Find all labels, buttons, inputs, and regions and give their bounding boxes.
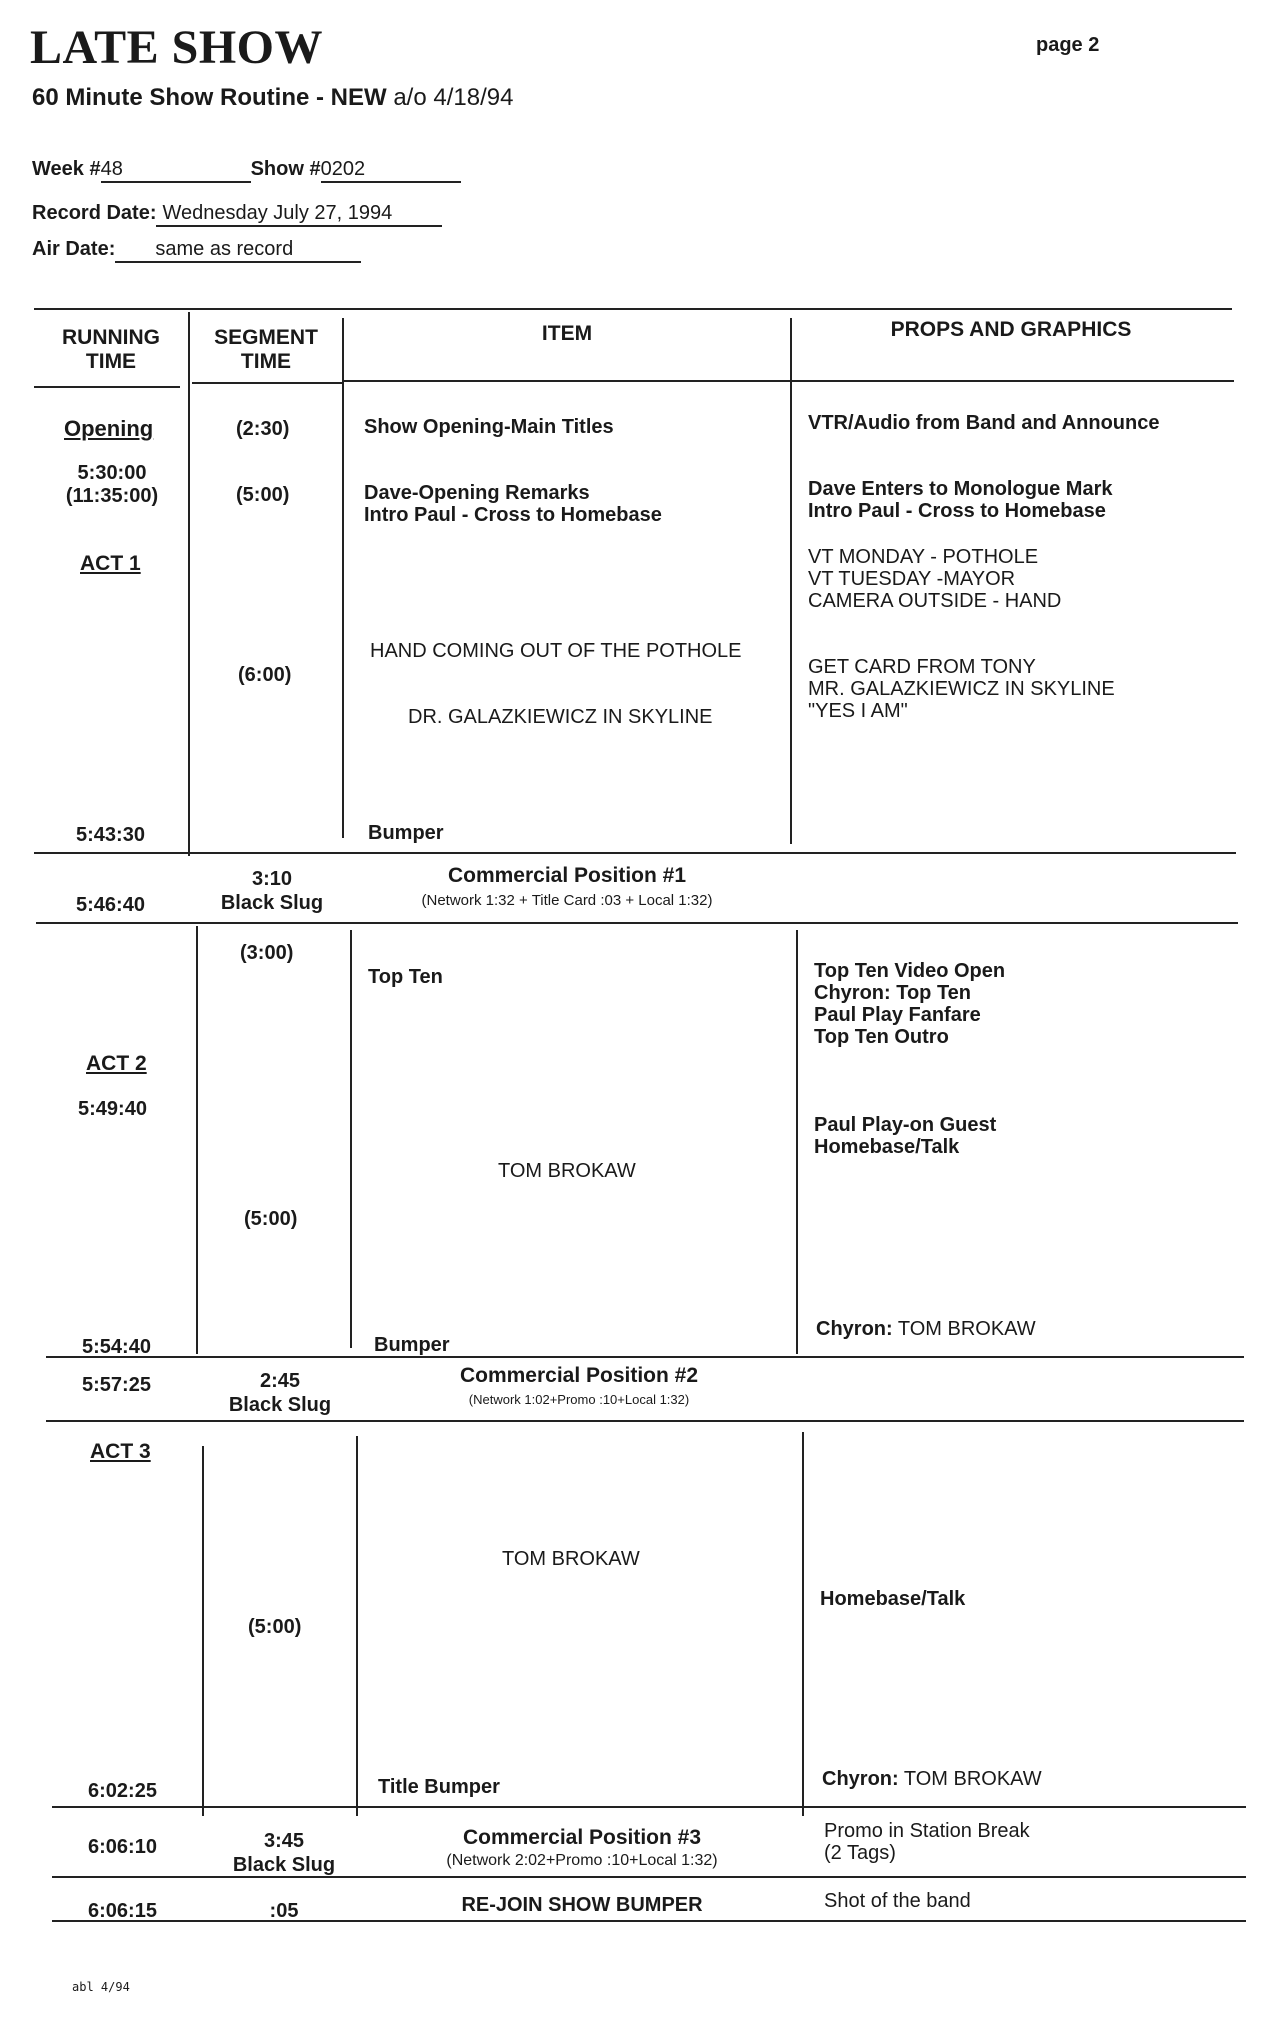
column-header-item: ITEM bbox=[541, 322, 593, 345]
running-time: 5:46:40 bbox=[76, 894, 145, 916]
props-text: (2 Tags) bbox=[824, 1842, 896, 1864]
segment-time: :05 bbox=[269, 1900, 299, 1922]
props-text: VT TUESDAY -MAYOR bbox=[808, 568, 1016, 590]
item-text: TOM BROKAW bbox=[498, 1160, 636, 1182]
chyron-label: Chyron: bbox=[816, 1318, 893, 1340]
running-time: 5:57:25 bbox=[82, 1374, 151, 1396]
act-label: ACT 1 bbox=[80, 552, 141, 575]
item-text: Title Bumper bbox=[378, 1776, 500, 1798]
running-time: 6:02:25 bbox=[88, 1780, 157, 1802]
segment-time: (5:00) bbox=[248, 1616, 302, 1638]
document-title: LATE SHOW bbox=[30, 21, 324, 74]
segment-time: (5:00) bbox=[244, 1208, 298, 1230]
commercial-detail: (Network 2:02+Promo :10+Local 1:32) bbox=[446, 1852, 718, 1869]
commercial-title: Commercial Position #2 bbox=[459, 1364, 699, 1387]
props-text: Top Ten Video Open bbox=[814, 960, 1006, 982]
props-text: Homebase/Talk bbox=[814, 1136, 960, 1158]
record-date-value: Wednesday July 27, 1994 bbox=[156, 202, 442, 227]
running-time: 5:43:30 bbox=[76, 824, 145, 846]
black-slug-label: Black Slug bbox=[220, 892, 324, 914]
props-text: Shot of the band bbox=[824, 1890, 971, 1912]
item-text: Bumper bbox=[368, 822, 444, 844]
commercial-detail: (Network 1:02+Promo :10+Local 1:32) bbox=[468, 1392, 690, 1407]
chyron-value: TOM BROKAW bbox=[897, 1318, 1036, 1340]
act-label: ACT 2 bbox=[86, 1052, 147, 1075]
props-text: Top Ten Outro bbox=[814, 1026, 949, 1048]
props-text: VT MONDAY - POTHOLE bbox=[808, 546, 1039, 568]
props-text: GET CARD FROM TONY bbox=[808, 656, 1036, 678]
item-text: Show Opening-Main Titles bbox=[364, 416, 614, 438]
record-date-field bbox=[32, 202, 442, 227]
item-text: Top Ten bbox=[368, 966, 443, 988]
running-time: 6:06:10 bbox=[88, 1836, 157, 1858]
chyron-value: TOM BROKAW bbox=[903, 1768, 1042, 1790]
rejoin-title: RE-JOIN SHOW BUMPER bbox=[461, 1894, 703, 1916]
page-number: page 2 bbox=[1036, 34, 1100, 56]
black-slug-label: Black Slug bbox=[232, 1854, 336, 1876]
props-text: CAMERA OUTSIDE - HAND bbox=[808, 590, 1062, 612]
props-text: Paul Play-on Guest bbox=[814, 1114, 997, 1136]
act-label: ACT 3 bbox=[90, 1440, 151, 1463]
column-header-segment-time: SEGMENT TIME bbox=[214, 326, 318, 373]
running-time: 5:54:40 bbox=[82, 1336, 151, 1358]
week-label: Week # bbox=[32, 158, 101, 180]
show-value: 0202 bbox=[321, 158, 461, 183]
segment-time: (6:00) bbox=[238, 664, 292, 686]
props-text: Dave Enters to Monologue Mark bbox=[808, 478, 1113, 500]
segment-time: (3:00) bbox=[240, 942, 294, 964]
column-header-running-time: RUNNING TIME bbox=[62, 326, 160, 373]
segment-time: (2:30) bbox=[236, 418, 290, 440]
running-time: 6:06:15 bbox=[88, 1900, 157, 1922]
black-slug-label: Black Slug bbox=[228, 1394, 332, 1416]
air-date-field bbox=[32, 238, 361, 263]
record-date-label: Record Date: bbox=[32, 202, 157, 224]
item-text: Intro Paul - Cross to Homebase bbox=[364, 504, 662, 526]
item-text: TOM BROKAW bbox=[502, 1548, 640, 1570]
show-label: Show # bbox=[250, 158, 321, 180]
segment-time: (5:00) bbox=[236, 484, 290, 506]
segment-time: 2:45 bbox=[259, 1370, 301, 1392]
subtitle-date: a/o 4/18/94 bbox=[393, 84, 514, 111]
opening-label: Opening bbox=[64, 416, 154, 441]
segment-time: 3:10 bbox=[251, 868, 293, 890]
props-text: VTR/Audio from Band and Announce bbox=[808, 412, 1160, 434]
item-text: HAND COMING OUT OF THE POTHOLE bbox=[370, 640, 742, 662]
props-text: MR. GALAZKIEWICZ IN SKYLINE bbox=[808, 678, 1115, 700]
props-text: Intro Paul - Cross to Homebase bbox=[808, 500, 1106, 522]
column-header-props: PROPS AND GRAPHICS bbox=[890, 318, 1132, 341]
running-time-alt: (11:35:00) bbox=[65, 485, 159, 507]
props-text: "YES I AM" bbox=[808, 700, 908, 722]
chyron-label: Chyron: bbox=[822, 1768, 899, 1790]
week-field bbox=[32, 158, 461, 183]
commercial-title: Commercial Position #1 bbox=[447, 864, 687, 887]
week-value: 48 bbox=[101, 158, 251, 183]
segment-time: 3:45 bbox=[263, 1830, 305, 1852]
commercial-detail: (Network 1:32 + Title Card :03 + Local 1:32) bbox=[421, 892, 713, 909]
props-text: Promo in Station Break bbox=[824, 1820, 1030, 1842]
props-text bbox=[816, 1318, 1036, 1341]
props-text: Homebase/Talk bbox=[820, 1588, 966, 1610]
props-text: Paul Play Fanfare bbox=[814, 1004, 981, 1026]
subtitle-lead: 60 Minute Show Routine - NEW bbox=[32, 84, 387, 111]
props-text bbox=[822, 1768, 1042, 1791]
document-subtitle bbox=[32, 84, 513, 112]
commercial-title: Commercial Position #3 bbox=[462, 1826, 702, 1849]
air-date-value: same as record bbox=[115, 238, 361, 263]
footer-initials: abl 4/94 bbox=[72, 1980, 130, 1994]
running-time: 5:30:00 bbox=[77, 462, 147, 484]
item-text: DR. GALAZKIEWICZ IN SKYLINE bbox=[408, 706, 713, 728]
running-time: 5:49:40 bbox=[78, 1098, 147, 1120]
props-text: Chyron: Top Ten bbox=[814, 982, 972, 1004]
air-date-label: Air Date: bbox=[32, 238, 116, 260]
item-text: Dave-Opening Remarks bbox=[364, 482, 590, 504]
item-text: Bumper bbox=[374, 1334, 450, 1356]
